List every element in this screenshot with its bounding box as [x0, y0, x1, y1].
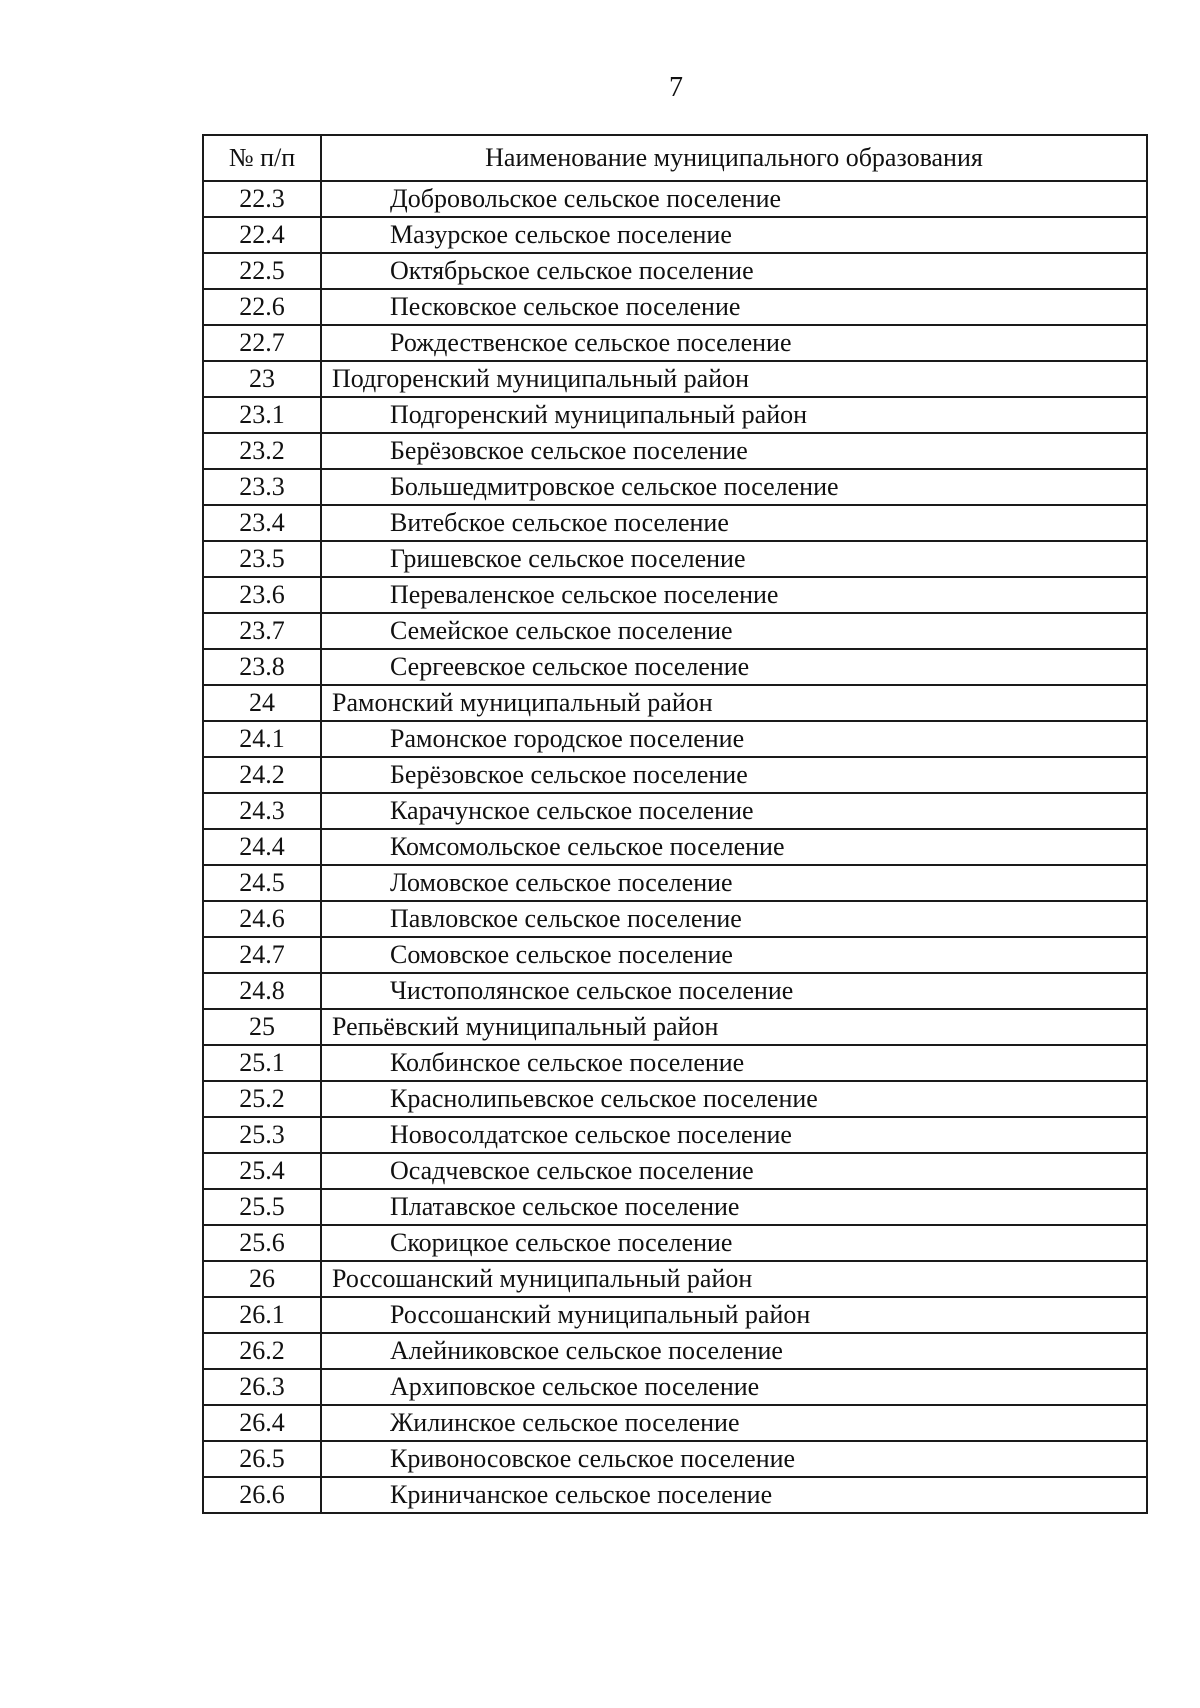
row-number: 23.2 — [203, 433, 321, 469]
row-number: 23.8 — [203, 649, 321, 685]
settlement-name: Осадчевское сельское поселение — [321, 1153, 1147, 1189]
settlement-row — [203, 541, 1147, 577]
settlement-row — [203, 433, 1147, 469]
settlement-name: Жилинское сельское поселение — [321, 1405, 1147, 1441]
row-number: 23 — [203, 361, 321, 397]
settlement-name: Гришевское сельское поселение — [321, 541, 1147, 577]
settlement-row — [203, 1441, 1147, 1477]
settlement-name: Ломовское сельское поселение — [321, 865, 1147, 901]
settlement-name: Большедмитровское сельское поселение — [321, 469, 1147, 505]
row-number: 23.4 — [203, 505, 321, 541]
settlement-row — [203, 973, 1147, 1009]
settlement-name: Рамонское городское поселение — [321, 721, 1147, 757]
municipal-list-table — [202, 134, 1148, 1514]
row-number: 24 — [203, 685, 321, 721]
row-number: 24.3 — [203, 793, 321, 829]
settlement-row — [203, 577, 1147, 613]
settlement-row — [203, 613, 1147, 649]
settlement-name: Чистополянское сельское поселение — [321, 973, 1147, 1009]
district-row — [203, 1009, 1147, 1045]
row-number: 23.7 — [203, 613, 321, 649]
row-number: 24.8 — [203, 973, 321, 1009]
row-number: 23.1 — [203, 397, 321, 433]
settlement-row — [203, 793, 1147, 829]
settlement-name: Добровольское сельское поселение — [321, 181, 1147, 217]
page-number: 7 — [669, 72, 683, 103]
settlement-name: Мазурское сельское поселение — [321, 217, 1147, 253]
settlement-row — [203, 1045, 1147, 1081]
settlement-row — [203, 253, 1147, 289]
row-number: 23.6 — [203, 577, 321, 613]
settlement-row — [203, 1333, 1147, 1369]
settlement-name: Сергеевское сельское поселение — [321, 649, 1147, 685]
table-header-row — [203, 135, 1147, 181]
settlement-row — [203, 1369, 1147, 1405]
settlement-row — [203, 1477, 1147, 1513]
settlement-name: Платавское сельское поселение — [321, 1189, 1147, 1225]
row-number: 22.4 — [203, 217, 321, 253]
settlement-row — [203, 1153, 1147, 1189]
district-name: Рамонский муниципальный район — [321, 685, 1147, 721]
settlement-row — [203, 937, 1147, 973]
settlement-row — [203, 397, 1147, 433]
row-number: 25.6 — [203, 1225, 321, 1261]
settlement-row — [203, 1297, 1147, 1333]
district-name: Россошанский муниципальный район — [321, 1261, 1147, 1297]
settlement-name: Подгоренский муниципальный район — [321, 397, 1147, 433]
row-number: 26.2 — [203, 1333, 321, 1369]
row-number: 24.7 — [203, 937, 321, 973]
row-number: 25.5 — [203, 1189, 321, 1225]
settlement-row — [203, 1081, 1147, 1117]
row-number: 22.7 — [203, 325, 321, 361]
row-number: 26.4 — [203, 1405, 321, 1441]
settlement-row — [203, 469, 1147, 505]
settlement-row — [203, 217, 1147, 253]
table-body — [203, 181, 1147, 1513]
district-row — [203, 1261, 1147, 1297]
settlement-row — [203, 1405, 1147, 1441]
settlement-name: Кривоносовское сельское поселение — [321, 1441, 1147, 1477]
settlement-row — [203, 1225, 1147, 1261]
settlement-row — [203, 1117, 1147, 1153]
row-number: 25.3 — [203, 1117, 321, 1153]
settlement-name: Алейниковское сельское поселение — [321, 1333, 1147, 1369]
settlement-name: Переваленское сельское поселение — [321, 577, 1147, 613]
row-number: 26.5 — [203, 1441, 321, 1477]
settlement-row — [203, 325, 1147, 361]
settlement-row — [203, 505, 1147, 541]
row-number: 24.4 — [203, 829, 321, 865]
row-number: 23.5 — [203, 541, 321, 577]
row-number: 26.6 — [203, 1477, 321, 1513]
settlement-name: Новосолдатское сельское поселение — [321, 1117, 1147, 1153]
settlement-row — [203, 865, 1147, 901]
settlement-row — [203, 649, 1147, 685]
settlement-name: Сомовское сельское поселение — [321, 937, 1147, 973]
settlement-name: Криничанское сельское поселение — [321, 1477, 1147, 1513]
settlement-row — [203, 289, 1147, 325]
column-header-name: Наименование муниципального образования — [321, 135, 1147, 181]
settlement-name: Карачунское сельское поселение — [321, 793, 1147, 829]
row-number: 26.3 — [203, 1369, 321, 1405]
row-number: 24.1 — [203, 721, 321, 757]
row-number: 24.5 — [203, 865, 321, 901]
settlement-name: Краснолипьевское сельское поселение — [321, 1081, 1147, 1117]
row-number: 26.1 — [203, 1297, 321, 1333]
district-name: Подгоренский муниципальный район — [321, 361, 1147, 397]
row-number: 24.6 — [203, 901, 321, 937]
settlement-row — [203, 1189, 1147, 1225]
settlement-name: Песковское сельское поселение — [321, 289, 1147, 325]
settlement-row — [203, 181, 1147, 217]
column-header-number: № п/п — [203, 135, 321, 181]
settlement-name: Скорицкое сельское поселение — [321, 1225, 1147, 1261]
settlement-name: Витебское сельское поселение — [321, 505, 1147, 541]
settlement-name: Берёзовское сельское поселение — [321, 433, 1147, 469]
row-number: 26 — [203, 1261, 321, 1297]
row-number: 22.5 — [203, 253, 321, 289]
district-name: Репьёвский муниципальный район — [321, 1009, 1147, 1045]
settlement-row — [203, 829, 1147, 865]
settlement-name: Колбинское сельское поселение — [321, 1045, 1147, 1081]
settlement-row — [203, 901, 1147, 937]
row-number: 25 — [203, 1009, 321, 1045]
settlement-name: Павловское сельское поселение — [321, 901, 1147, 937]
settlement-name: Комсомольское сельское поселение — [321, 829, 1147, 865]
settlement-name: Архиповское сельское поселение — [321, 1369, 1147, 1405]
district-row — [203, 685, 1147, 721]
row-number: 22.3 — [203, 181, 321, 217]
row-number: 23.3 — [203, 469, 321, 505]
row-number: 25.1 — [203, 1045, 321, 1081]
settlement-name: Россошанский муниципальный район — [321, 1297, 1147, 1333]
district-row — [203, 361, 1147, 397]
row-number: 22.6 — [203, 289, 321, 325]
settlement-row — [203, 757, 1147, 793]
settlement-name: Рождественское сельское поселение — [321, 325, 1147, 361]
settlement-name: Семейское сельское поселение — [321, 613, 1147, 649]
row-number: 25.4 — [203, 1153, 321, 1189]
settlement-name: Берёзовское сельское поселение — [321, 757, 1147, 793]
settlement-row — [203, 721, 1147, 757]
settlement-name: Октябрьское сельское поселение — [321, 253, 1147, 289]
row-number: 24.2 — [203, 757, 321, 793]
row-number: 25.2 — [203, 1081, 321, 1117]
